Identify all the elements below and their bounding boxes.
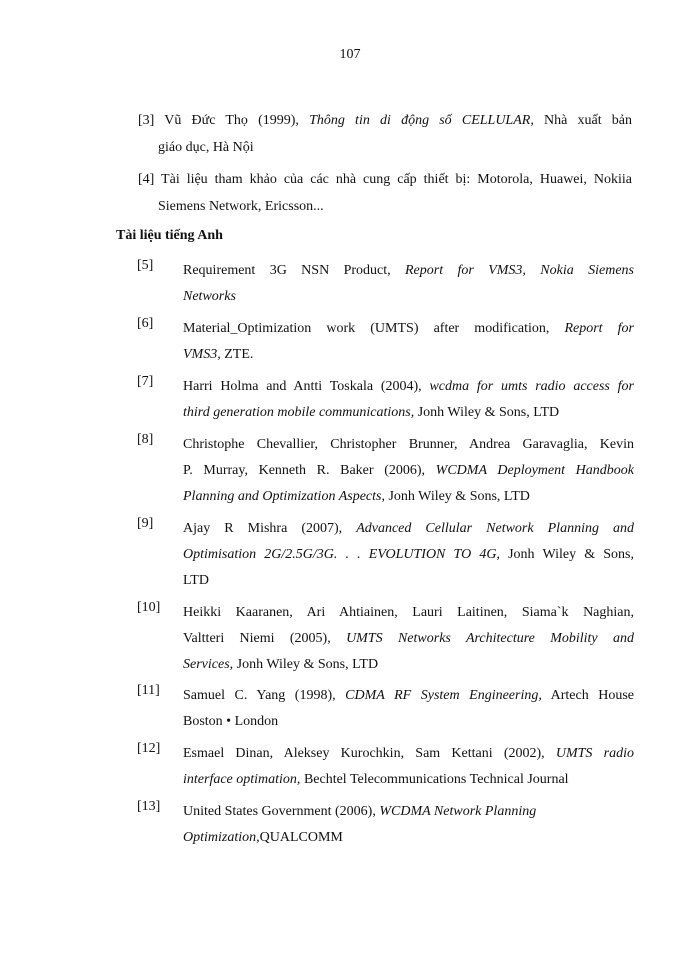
reference-text: Jonh Wiley & Sons, [499,547,635,562]
reference-line [183,400,634,426]
reference-13 [137,799,634,851]
reference-line [183,709,634,735]
reference-text: United States Government (2006), [183,804,380,819]
reference-12 [137,741,634,793]
reference-text: Esmael Dinan, Aleksey Kurochkin, Sam Kettani (2002), [183,746,556,761]
reference-title: third generation mobile communications, [183,405,415,420]
reference-6 [137,316,634,368]
reference-text: Material_Optimization work (UMTS) after modification, [183,321,565,336]
reference-text: P. Murray, Kenneth R. Baker (2006), [183,463,436,478]
reference-line [183,600,634,626]
reference-4 [138,166,632,220]
reference-line [183,374,634,400]
reference-line [183,516,634,542]
reference-title: CDMA RF System Engineering, [345,688,542,703]
reference-title: Thông tin di động số CELLULAR, [309,113,534,128]
reference-line [183,825,634,851]
reference-title: Report for VMS3, Nokia Siemens [405,263,634,278]
reference-7 [137,374,634,426]
reference-10 [137,600,634,678]
reference-title: Services, [183,657,234,672]
reference-text: Harri Holma and Antti Toskala (2004), [183,379,430,394]
section-heading: Tài liệu tiếng Anh [116,228,223,243]
reference-title: UMTS Networks Architecture Mobility and [346,631,634,646]
reference-text: Bechtel Telecommunications Technical Journal [300,772,569,787]
reference-number: [6] [137,316,154,331]
reference-title: Planning and Optimization Aspects [183,489,382,504]
reference-line [183,568,634,594]
reference-title: Report for [564,321,634,336]
reference-text: Jonh Wiley & Sons, LTD [233,657,379,672]
reference-number: [12] [137,741,161,756]
reference-number: [4] [138,172,155,187]
reference-line [183,342,634,368]
reference-line [183,799,634,825]
reference-text: Christophe Chevallier, Christopher Brunner, Andrea Garavaglia, Kevin [183,437,634,452]
reference-title: Advanced Cellular Network Planning and [356,521,634,536]
reference-line [183,484,634,510]
reference-line [183,432,634,458]
reference-title: wcdma for umts radio access for [429,379,634,394]
reference-4-line-1 [138,166,632,193]
reference-line [183,741,634,767]
reference-text: QUALCOMM [259,830,343,845]
reference-title: WCDMA Network Planning [379,804,537,819]
reference-9 [137,516,634,594]
reference-title: Optimization, [183,830,260,845]
reference-text: Ajay R Mishra (2007), [183,521,357,536]
reference-5 [137,258,634,310]
reference-text: Heikki Kaaranen, Ari Ahtiainen, Lauri Laitinen, Siama`k Naghian, [183,605,634,620]
reference-text: Vũ Đức Thọ (1999), [154,113,310,128]
reference-line [183,316,634,342]
reference-number: [13] [137,799,161,814]
reference-4-line-2: Siemens Network, Ericsson... [158,199,324,214]
reference-text: , Jonh Wiley & Sons, LTD [381,489,530,504]
reference-title: Networks [183,289,236,304]
reference-8 [137,432,634,510]
reference-text: Samuel C. Yang (1998), [183,688,346,703]
reference-11 [137,683,634,735]
reference-line [183,626,634,652]
reference-number: [10] [137,600,161,615]
reference-line [183,767,634,793]
page-number: 107 [339,47,361,62]
reference-3-line-2: giáo dục, Hà Nội [158,140,254,155]
reference-number: [7] [137,374,154,389]
reference-title: VMS3, [183,347,221,362]
reference-text: Requirement 3G NSN Product, [183,263,405,278]
reference-line [183,458,634,484]
reference-number: [5] [137,258,154,273]
reference-text: Artech House [541,688,635,703]
reference-number: [11] [137,683,160,698]
reference-number: [3] [138,113,155,128]
reference-3-line-1 [138,107,632,134]
reference-text: Nhà xuất bản [533,113,632,128]
reference-title: Optimisation 2G/2.5G/3G. . . EVOLUTION TO 4G, [183,547,500,562]
reference-3 [138,107,632,161]
reference-text: LTD [183,573,209,588]
reference-title: interface optimation, [183,772,301,787]
reference-text: Valtteri Niemi (2005), [183,631,347,646]
reference-number: [9] [137,516,154,531]
reference-text: Jonh Wiley & Sons, LTD [414,405,560,420]
reference-line [183,284,634,310]
reference-line [183,683,634,709]
reference-line [183,258,634,284]
reference-text: ZTE. [220,347,254,362]
reference-title: WCDMA Deployment Handbook [435,463,634,478]
reference-text: Tài liệu tham khảo của các nhà cung cấp thiết bị: Motorola, Huawei, Nokiia [154,172,632,187]
reference-number: [8] [137,432,154,447]
reference-text: Boston • London [183,714,279,729]
reference-title: UMTS radio [555,746,634,761]
reference-line [183,652,634,678]
reference-line [183,542,634,568]
